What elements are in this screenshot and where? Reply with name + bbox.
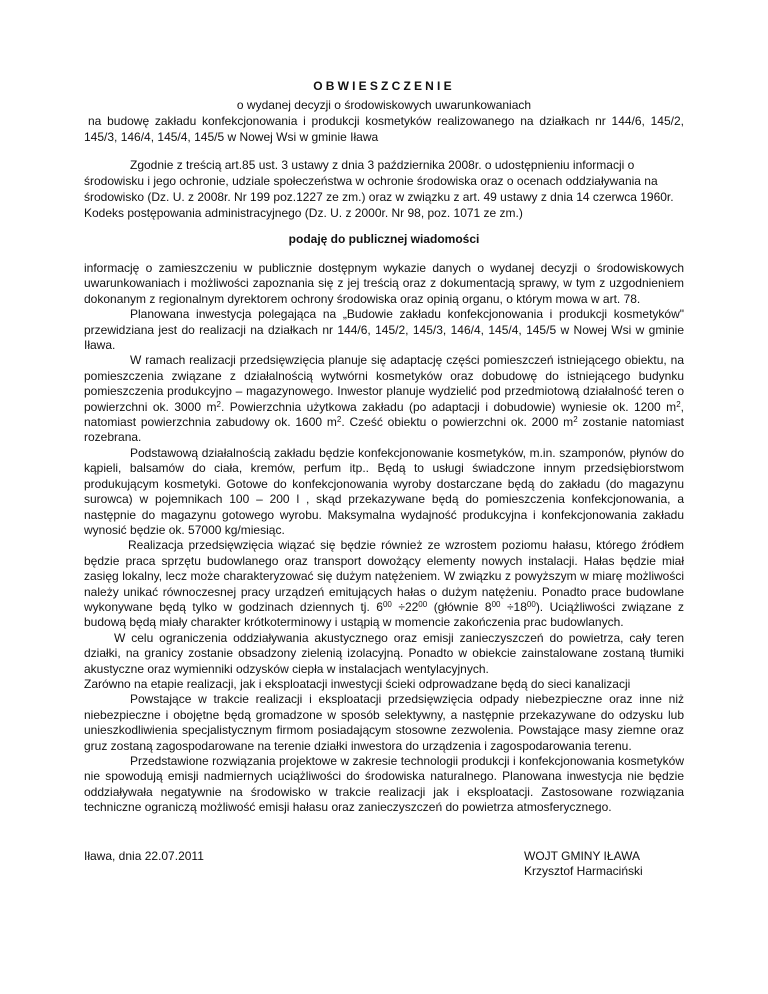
- superscript: 00: [491, 599, 501, 609]
- superscript: 2: [336, 415, 342, 425]
- paragraph-5: [84, 538, 684, 630]
- signatory-name: Krzysztof Harmaciński: [524, 864, 643, 878]
- announcement-heading: podaję do publicznej wiadomości: [288, 232, 480, 246]
- superscript: 00: [382, 599, 392, 609]
- legal-basis-line-1: Zgodnie z treścią art.85 ust. 3 ustawy z dnia 3 października 2008r. o udostępnieniu informacji o: [130, 158, 635, 172]
- paragraph-5-text-d: ÷18: [500, 599, 527, 614]
- document-subject: [84, 113, 684, 145]
- legal-basis: [84, 157, 684, 221]
- superscript: 2: [573, 415, 578, 425]
- superscript: 2: [676, 399, 681, 409]
- paragraph-5-text-b: ÷22: [391, 599, 419, 614]
- paragraph-7: Zarówno na etapie realizacji, jak i eksploatacji inwestycji ścieki odprowadzane będą do sieci kanalizacji: [84, 676, 631, 691]
- place-and-date: Iława, dnia 22.07.2011: [84, 849, 204, 863]
- paragraph-3-text-a: W ramach realizacji przedsięwzięcia planuje się adaptację części pomieszczeń istniejącego obiektu, na pomieszczenia związane z działalnością wytwórni kosmetyków oraz dobudowę do istniejącego budynku pomieszczenia produkcyjno – magazynowego. Inwestor planuje wydzielić pod przedmiotową działalność teren o powierzchni ok. 3000 m: [84, 353, 684, 414]
- paragraph-6: W celu ograniczenia oddziaływania akustycznego oraz emisji zanieczyszczeń do powietrza, cały teren działki, na granicy zostanie obsadzony zielenią izolacyjną. Ponadto w obiekcie zainstalowane zostaną tłumiki akustyczne oraz wymienniki odzysków ciepła w instalacjach wentylacyjnych.: [84, 630, 684, 676]
- superscript: 00: [526, 599, 536, 609]
- legal-basis-line-4: Kodeks postępowania administracyjnego (Dz. U. z 2000r. Nr 98, poz. 1071 ze zm.): [84, 206, 523, 220]
- paragraph-3-text-c: , natomiast powierzchnia zabudowy ok. 1600 m: [84, 399, 684, 430]
- paragraph-9: Przedstawione rozwiązania projektowe w zakresie technologii produkcji i konfekcjonowania kosmetyków nie spowodują emisji nadmiernych uciążliwości do środowiska naturalnego. Planowana inwestycja nie będzie oddziaływała negatywnie na środowisko w trakcie realizacji jak i eksploatacji. Zastosowane rozwiązania techniczne ograniczą możliwość emisji hałasu oraz zanieczyszczeń do powietrza atmosferycznego.: [84, 754, 684, 815]
- paragraph-8: Powstające w trakcie realizacji i eksploatacji przedsięwzięcia odpady niebezpieczne oraz inne niż niebezpieczne i obojętne będą gromadzone w sposób selektywny, a następnie przekazywane do odzysku lub unieszkodliwienia specjalistycznym firmom posiadającym stosowne zezwolenia. Powstające masy ziemne oraz gruz zostaną zagospodarowane na terenie działki inwestora do urządzenia i zagospodarowania terenu.: [84, 692, 684, 753]
- paragraph-3: [84, 353, 684, 445]
- superscript: 00: [418, 599, 428, 609]
- document-title: OBWIESZCZENIE: [313, 79, 455, 93]
- signature-block: [524, 849, 643, 879]
- paragraph-5-text-e: ). Uciążliwości związane z budową będą miały charakter krótkoterminowy i ustąpią w momencie zakończenia prac budowlanych.: [84, 599, 684, 630]
- paragraph-3-text-d: . Cześć obiektu o powierzchni ok. 2000 m: [341, 415, 574, 430]
- signatory-title: WOJT GMINY IŁAWA: [524, 849, 641, 863]
- paragraph-2: Planowana inwestycja polegająca na „Budowie zakładu konfekcjonowania i produkcji kosmetyków" przewidziana jest do realizacji na działkach nr 144/6, 145/2, 145/3, 146/4, 145/4, 145/5 w Nowej Wsi w gminie Iława.: [84, 307, 684, 353]
- paragraph-3-text-e: zostanie natomiast rozebrana.: [84, 415, 684, 445]
- paragraph-4: Podstawową działalnością zakładu będzie konfekcjonowanie kosmetyków, m.in. szamponów, płynów do kąpieli, balsamów do ciała, kremów, perfum itp.. Będą to usługi świadczone innym przedsiębiorstwom produkującym kosmetyki. Gotowe do konfekcjonowania wyroby dostarczane będą do zakładu (do magazynu surowca) w pojemnikach 100 – 200 l , skąd przekazywane będą do pomieszczenia konfekcjonowania, a następnie do magazynu gotowego wyrobu. Maksymalna wydajność produkcyjna i konfekcjonowania zakładu wynosić będzie ok. 57000 kg/miesiąc.: [84, 445, 684, 537]
- subject-line-1: na budowę zakładu konfekcjonowania i produkcji kosmetyków realizowanego na działkach nr 144/6, 145/2,: [88, 114, 684, 128]
- paragraph-3-text-b: . Powierzchnia użytkowa zakładu (po adaptacji i dobudowie) wyniesie ok. 1200 m: [220, 399, 677, 414]
- document-subtitle: o wydanej decyzji o środowiskowych uwarunkowaniach: [236, 98, 532, 112]
- paragraph-5-text-c: (głównie 8: [427, 599, 492, 614]
- superscript: 2: [216, 399, 221, 409]
- paragraph-5-text-a: Realizacja przedsięwzięcia wiązać się będzie również ze wzrostem poziomu hałasu, którego źródłem będzie praca sprzętu budowlanego oraz transport dowożący elementy nowych instalacji. Hałas będzie miał zasięg lokalny, lecz może charakteryzować się dużym natężeniem. W związku z powyższym w miarę możliwości należy unikać równoczesnej pracy urządzeń emitujących hałas o dużym natężeniu. Ponadto prace budowlane wykonywane będą tylko w godzinach dziennych tj. 6: [84, 538, 684, 614]
- document-body: [84, 261, 684, 816]
- subject-line-2: 145/3, 146/4, 145/4, 145/5 w Nowej Wsi w gminie Iława: [84, 130, 379, 144]
- paragraph-1: informację o zamieszczeniu w publicznie dostępnym wykazie danych o wydanej decyzji o środowiskowych uwarunkowaniach i możliwości zapoznania się z jej treścią oraz z dokumentacją sprawy, w tym z uzgodnieniem dokonanym z regionalnym dyrektorem ochrony środowiska oraz opinią organu, o którym mowa w art. 78.: [84, 261, 684, 306]
- legal-basis-line-2: środowisku i jego ochronie, udziale społeczeństwa w ochronie środowiska oraz o ocenach oddziaływania na: [84, 174, 658, 188]
- legal-basis-line-3: środowisko (Dz. U. z 2008r. Nr 199 poz.1227 ze zm.) oraz w związku z art. 49 ustawy z dnia 14 czerwca 1960r.: [84, 190, 674, 204]
